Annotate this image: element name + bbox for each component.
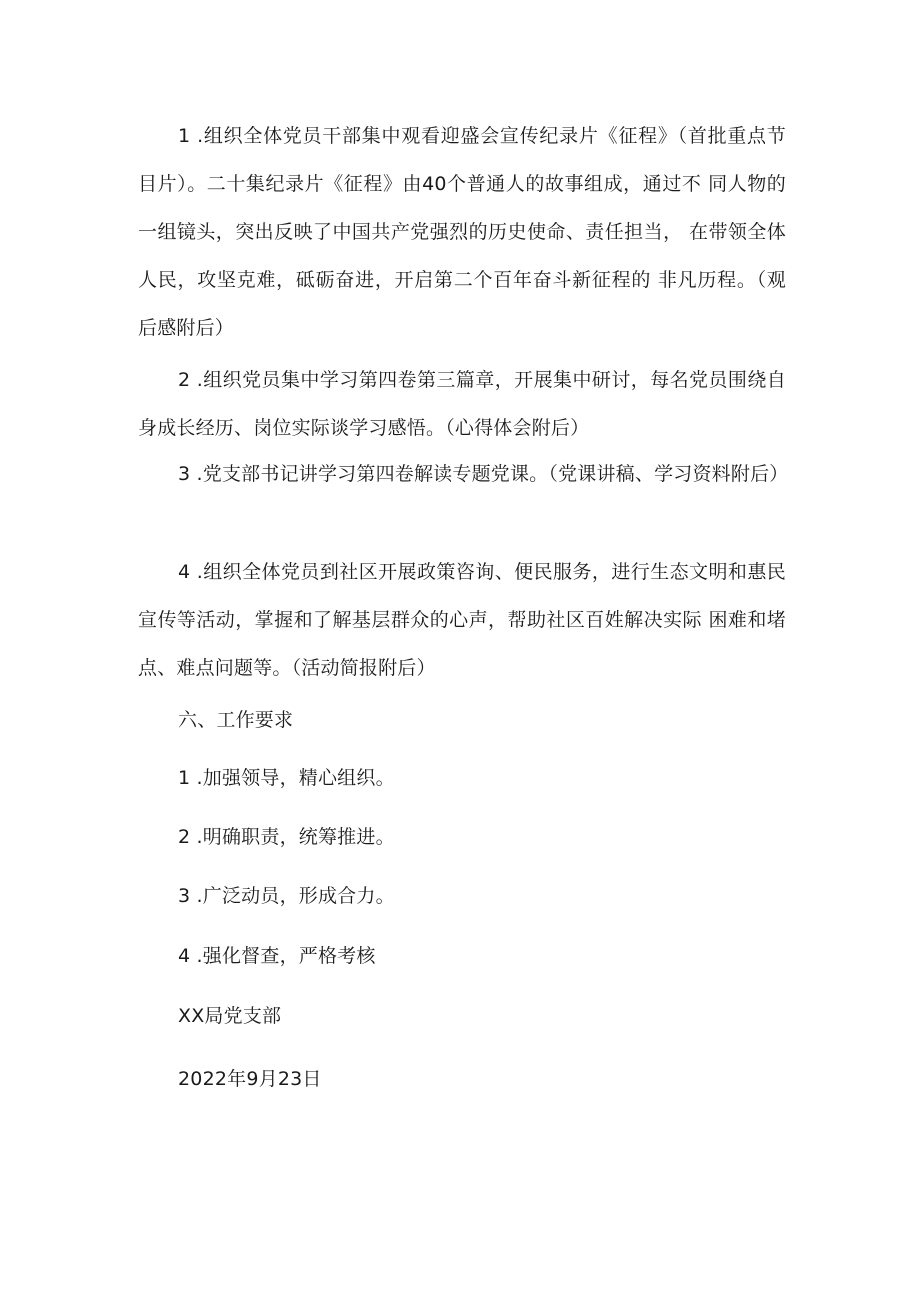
paragraph-item-2: 2 .组织党员集中学习第四卷第三篇章，开展集中研讨，每名党员围绕自身成长经历、岗位实际谈学习感悟。（心得体会附后） bbox=[138, 369, 786, 439]
requirement-item-2: 2 .明确职责，统筹推进。 bbox=[178, 826, 395, 848]
requirement-item-3: 3 .广泛动员，形成合力。 bbox=[178, 885, 395, 907]
requirement-item-4: 4 .强化督查，严格考核 bbox=[178, 945, 376, 967]
requirement-item-1: 1 .加强领导，精心组织。 bbox=[178, 767, 395, 789]
paragraph-item-3: 3 .党支部书记讲学习第四卷解读专题党课。（党课讲稿、学习资料附后） bbox=[178, 463, 789, 485]
signature-organization: XX局党支部 bbox=[178, 1005, 282, 1027]
signature-date: 2022年9月23日 bbox=[178, 1068, 322, 1090]
section-heading: 六、工作要求 bbox=[178, 709, 294, 731]
paragraph-item-1: 1 .组织全体党员干部集中观看迎盛会宣传纪录片《征程》（首批重点节目片）。二十集纪录片《征程》由40个普通人的故事组成，通过不 同人物的一组镜头，突出反映了中国共产党强烈的历史使命、责任担当， 在带领全体人民，攻坚克难，砥砺奋进，开启第二个百年奋斗新征程的 非凡历程。（观后感附后） bbox=[138, 125, 786, 339]
paragraph-item-4: 4 .组织全体党员到社区开展政策咨询、便民服务，进行生态文明和惠民宣传等活动，掌握和了解基层群众的心声，帮助社区百姓解决实际 困难和堵点、难点问题等。（活动简报附后） bbox=[138, 561, 786, 679]
